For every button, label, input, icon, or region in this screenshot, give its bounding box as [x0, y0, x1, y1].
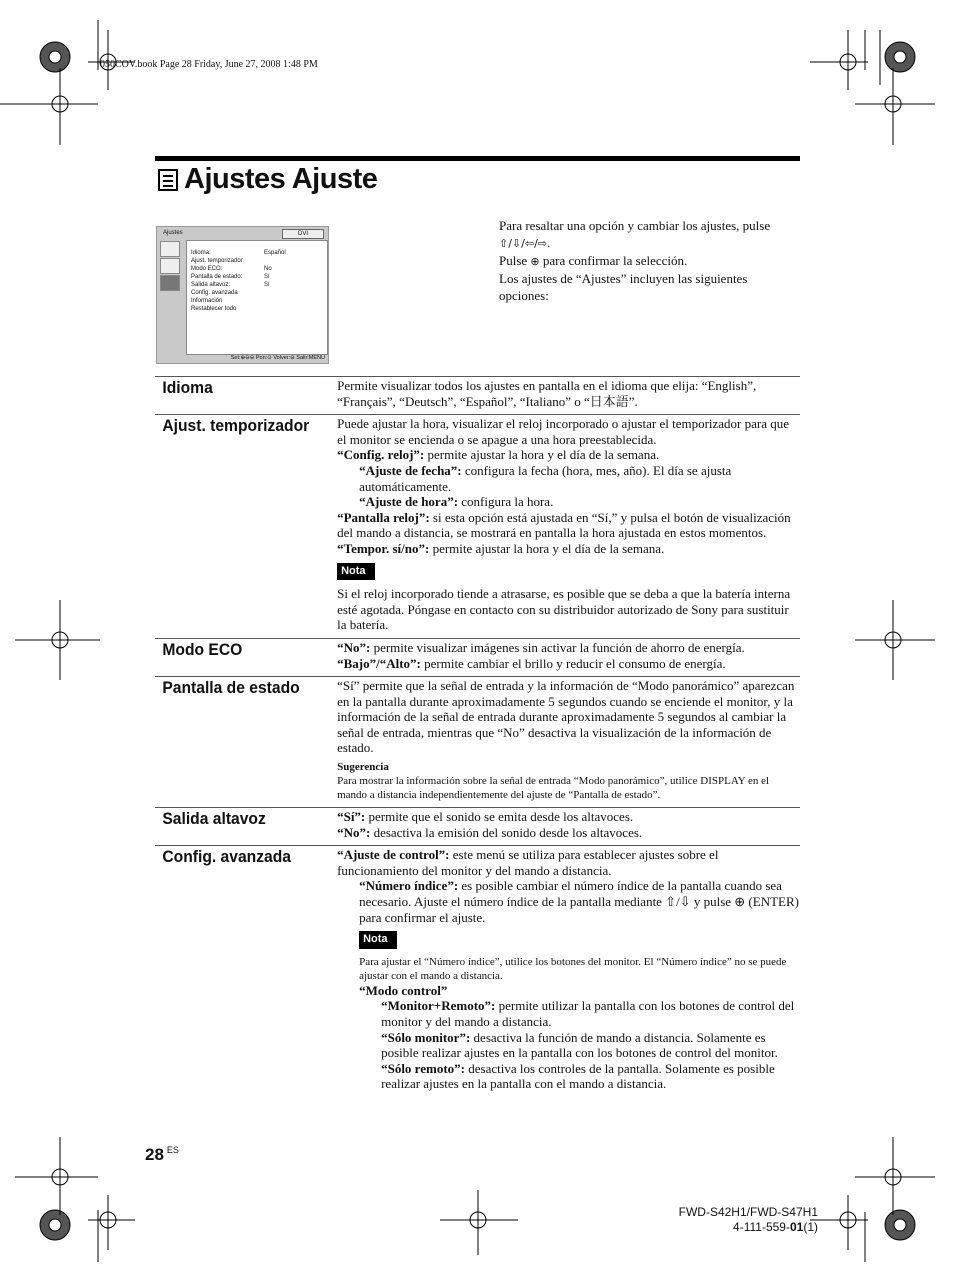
section-temporizador: [155, 414, 800, 638]
screenshot-row: Pantalla de estado:: [191, 274, 243, 280]
picture-menu-icon: [160, 241, 180, 257]
option-text: este menú se utiliza para establecer ajustes sobre el funcionamiento del monitor y del mando a distancia.: [337, 847, 719, 878]
section-text: Puede ajustar la hora, visualizar el reloj incorporado o ajustar el temporizador para que el monitor se encienda o se apague a una hora preestablecida.: [337, 416, 790, 447]
option-label: “Bajo”/“Alto”:: [337, 655, 421, 671]
screenshot-panel: [186, 240, 328, 355]
section-text: Permite visualizar todos los ajustes en pantalla en el idioma que elija: “English”, “Français”, “Deutsch”, “Español”, “Italiano” o “日本語”.: [337, 378, 757, 409]
option-label: “No”:: [337, 639, 371, 655]
section-idioma: [155, 376, 800, 414]
section-avanzada: [155, 845, 800, 1097]
section-eco: [155, 638, 800, 676]
screenshot-row: Restablecer todo: [191, 306, 237, 312]
section-text: “Sí” permite que la señal de entrada y la información de “Modo panorámico” aparezcan en la pantalla durante aproximadamente 5 segundos cuando se enciende el monitor, y la información de la señal de entrada durante aproximadamente 5 segundos al cambiar la señal de entrada, mientras que “No” desactiva la visualización de la información de estado.: [337, 678, 795, 756]
page-title-text: Ajustes Ajuste: [184, 163, 378, 195]
model-info: [679, 1205, 818, 1235]
model-number: FWD-S42H1/FWD-S47H1: [678, 1205, 818, 1219]
intro-text: [499, 217, 799, 304]
option-label: “Tempor. sí/no”:: [337, 540, 430, 556]
tip-label: Sugerencia: [337, 761, 389, 774]
option-label: “Sí”:: [337, 809, 366, 825]
screenshot-value: Sí: [264, 282, 270, 288]
intro-line: Los ajustes de “Ajustes” incluyen las siguientes opciones:: [499, 271, 748, 303]
section-term: Pantalla de estado: [162, 678, 300, 698]
part-number: 4-111-559-01(1): [733, 1220, 818, 1234]
screenshot-value: No: [264, 266, 272, 272]
settings-menu-icon: [160, 275, 180, 291]
option-text: permite ajustar la hora y el día de la semana.: [429, 540, 665, 556]
arrow-buttons-icon: ⇧/⇩/⇦/⇨.: [499, 237, 551, 250]
section-term: Modo ECO: [162, 639, 243, 659]
option-text: desactiva los controles de la pantalla. Solamente es posible realizar ajustes en la pantalla con el mando a distancia.: [381, 1060, 775, 1092]
page-number-value: 28: [145, 1145, 164, 1164]
option-text: desactiva la función de mando a distancia. Solamente es posible realizar ajustes en la pantalla con los botones de control del monitor.: [381, 1029, 778, 1061]
screenshot-row: Config. avanzada: [191, 290, 238, 296]
enter-button-icon: ⊕: [530, 255, 540, 268]
tip-text: Para mostrar la información sobre la señal de entrada “Modo panorámico”, utilice DISPLAY en el mando a distancia independientemente del ajuste de “Pantalla de estado”.: [337, 775, 770, 802]
section-estado: [155, 676, 800, 807]
intro-line: Para resaltar una opción y cambiar los ajustes, pulse: [499, 218, 771, 233]
option-label: “Número índice”:: [359, 878, 459, 894]
page-title: [158, 163, 377, 196]
menu-screenshot: [156, 226, 329, 364]
option-label: “Ajuste de fecha”:: [359, 462, 462, 478]
screenshot-row: Salida altavoz:: [191, 282, 231, 288]
intro-line: para confirmar la selección.: [542, 253, 688, 268]
option-label: “Sólo remoto”:: [381, 1060, 465, 1076]
book-header: 050COV.book Page 28 Friday, June 27, 2008 1:48 PM: [100, 59, 318, 70]
note-text: Para ajustar el “Número índice”, utilice los botones del monitor. El “Número índice” no se puede ajustar con el mando a distancia.: [359, 955, 787, 982]
option-text: permite visualizar imágenes sin activar la función de ahorro de energía.: [370, 639, 745, 655]
section-term: Ajust. temporizador: [162, 416, 310, 436]
option-label: “Monitor+Remoto”:: [381, 998, 496, 1014]
option-text: configura la hora.: [458, 494, 554, 510]
note-badge: Nota: [359, 931, 397, 949]
option-label: “Ajuste de hora”:: [359, 494, 459, 510]
settings-table: [155, 376, 800, 1097]
option-text: permite utilizar la pantalla con los botones de control del monitor y del mando a distancia.: [381, 998, 795, 1029]
option-text: permite cambiar el brillo y reducir el consumo de energía.: [420, 655, 726, 671]
section-term: Salida altavoz: [162, 809, 266, 829]
settings-list-icon: [158, 169, 178, 191]
screenshot-row: Información: [191, 298, 223, 304]
screenshot-footer: Set:⊕⊖⊖ Pon:⊙ Volver:⊖ Salir:MENU: [230, 355, 325, 361]
screen-menu-icon: [160, 258, 180, 274]
screenshot-row: Modo ECO:: [191, 266, 223, 272]
title-rule: [155, 156, 800, 161]
screenshot-row: Ajust. temporizador: [191, 258, 243, 264]
screenshot-value: Sí: [264, 274, 270, 280]
option-label: “Modo control”: [359, 982, 448, 998]
option-text: desactiva la emisión del sonido desde los altavoces.: [370, 824, 643, 840]
screenshot-value: Español: [264, 250, 286, 256]
screenshot-header: Ajustes: [163, 230, 183, 236]
option-text: configura la fecha (hora, mes, año). El día se ajusta automáticamente.: [359, 462, 732, 494]
option-text: permite ajustar la hora y el día de la semana.: [424, 447, 660, 463]
option-text: permite que el sonido se emita desde los altavoces.: [365, 809, 634, 825]
note-badge: Nota: [337, 563, 375, 581]
option-label: “No”:: [337, 824, 371, 840]
option-text: es posible cambiar el número índice de la pantalla cuando sea necesario. Ajuste el número índice de la pantalla mediante ⇧/⇩ y pulse ⊕ (ENTER) para confirmar el ajuste.: [359, 878, 799, 925]
section-term: Config. avanzada: [162, 847, 291, 867]
intro-line: Pulse: [499, 253, 528, 268]
option-label: “Sólo monitor”:: [381, 1029, 471, 1045]
screenshot-input: DVI: [282, 229, 324, 239]
section-altavoz: [155, 807, 800, 845]
option-text: si esta opción está ajustada en “Sí,” y pulsa el botón de visualización del mando a distancia, se mostrará en pantalla la hora ajustada en estos momentos.: [337, 509, 791, 541]
option-label: “Ajuste de control”:: [337, 847, 450, 863]
page-language: ES: [166, 1145, 179, 1155]
note-text: Si el reloj incorporado tiende a atrasarse, es posible que se deba a que la batería interna esté agotada. Póngase en contacto con su distribuidor autorizado de Sony para sustituir la batería.: [337, 586, 791, 633]
screenshot-row: Idioma:: [191, 250, 211, 256]
option-label: “Config. reloj”:: [337, 447, 425, 463]
page-number: [145, 1145, 179, 1165]
section-term: Idioma: [162, 378, 213, 397]
option-label: “Pantalla reloj”:: [337, 509, 430, 525]
